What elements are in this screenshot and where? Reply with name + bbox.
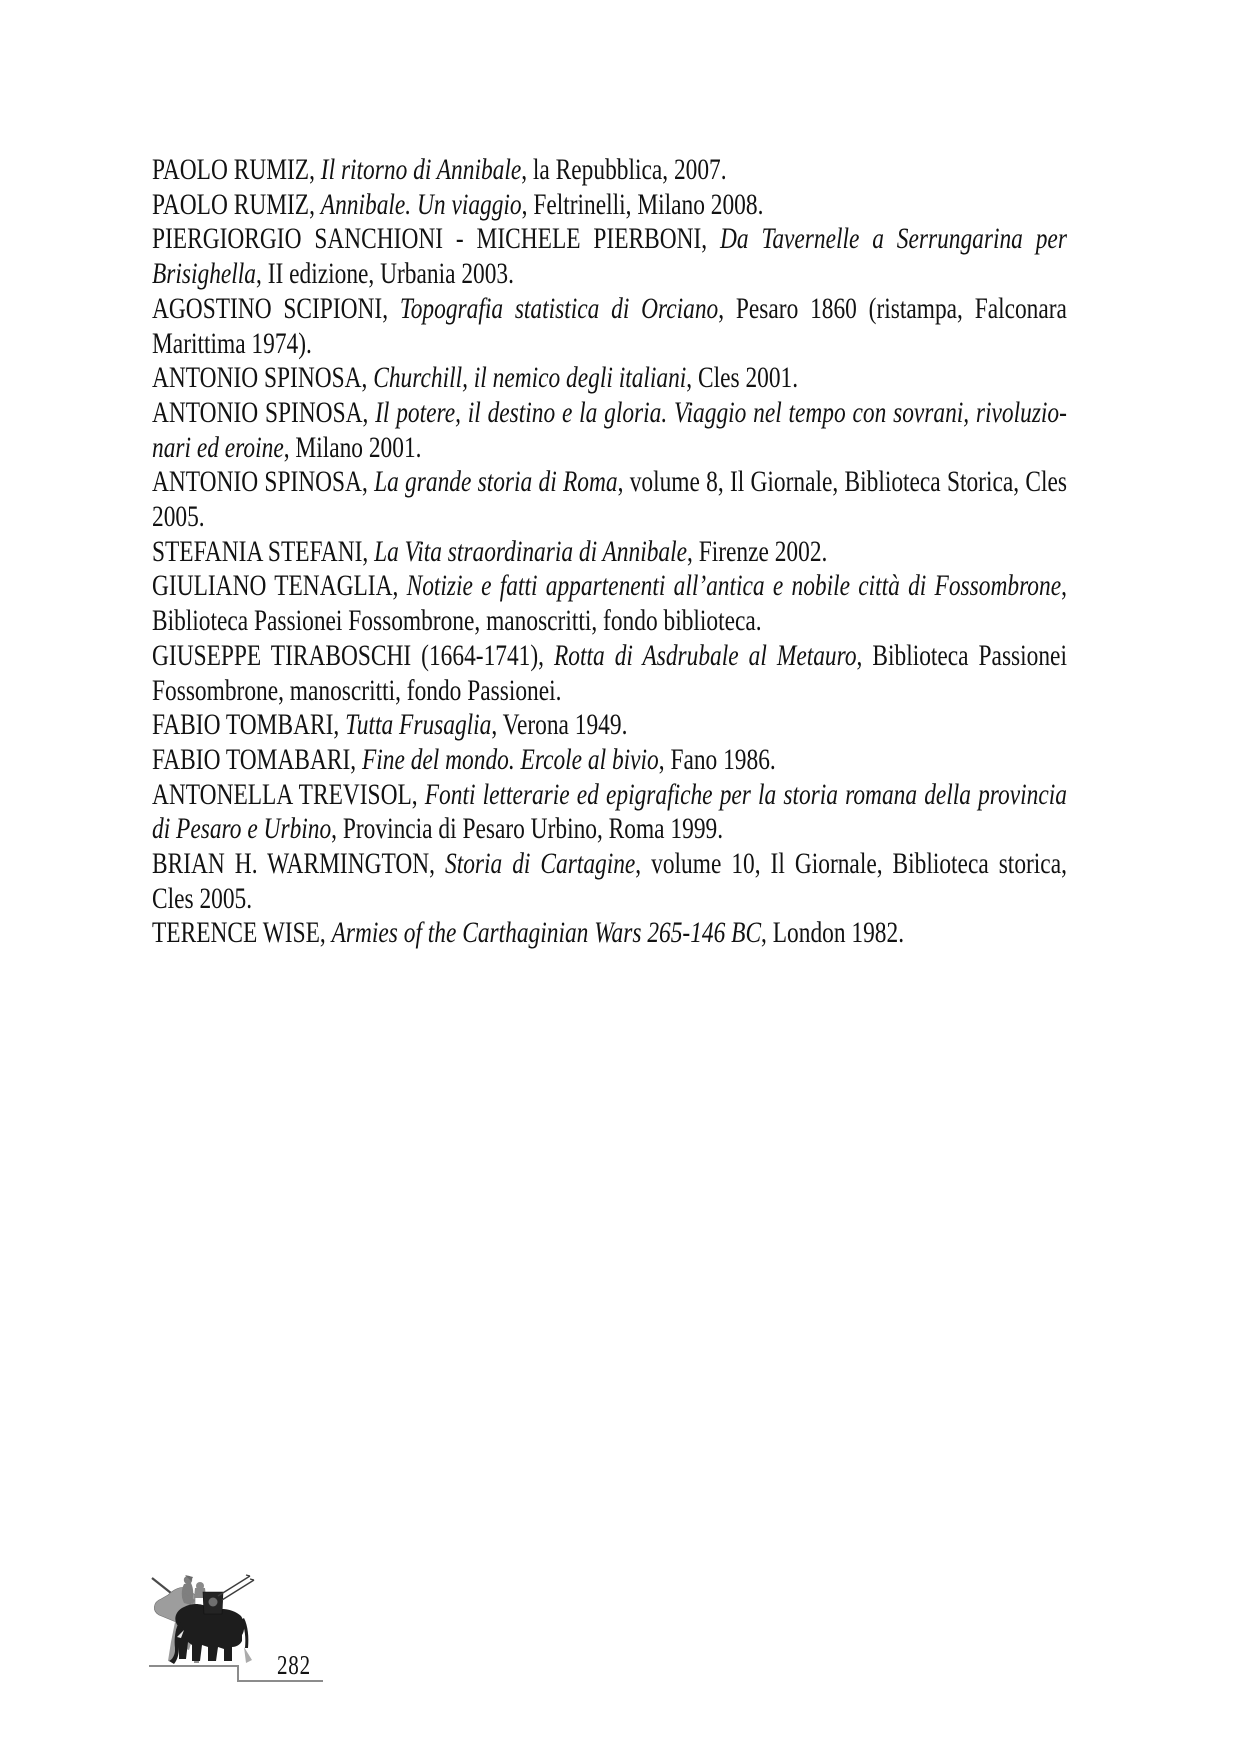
entry-text: GIULIANO TENAGLIA,	[152, 569, 407, 603]
bibliography-entry	[152, 153, 1067, 188]
entry-title: Topografia statistica di Orciano	[399, 291, 719, 325]
entry-text: , Provincia di Pesaro Urbino, Roma 1999.	[331, 812, 724, 846]
entry-text: , volume 10, Il Giornale, Biblioteca storica, Cles 2005.	[152, 847, 1067, 915]
bibliography-entry	[152, 847, 1067, 916]
entry-title: Churchill, il nemico degli italiani	[373, 361, 687, 395]
entry-text: , Verona 1949.	[491, 708, 628, 742]
entry-text: , Firenze 2002.	[687, 534, 828, 568]
bibliography-entry	[152, 188, 1067, 223]
entry-text: ANTONIO SPINOSA,	[152, 395, 376, 429]
bibliography-entry	[152, 535, 1067, 570]
entry-text: FABIO TOMABARI,	[152, 742, 362, 776]
entry-title: Il ritorno di Annibale	[320, 153, 522, 186]
entry-text: , Biblioteca Passionei Fossombrone, manoscritti, fondo Passionei.	[152, 638, 1067, 707]
bibliography-entry	[152, 743, 1067, 778]
entry-title: Fine del mondo. Ercole al bivio	[361, 742, 659, 776]
entry-title: La Vita straordinaria di Annibale	[374, 534, 688, 568]
war-elephant-graphic	[148, 1570, 262, 1667]
entry-text: TERENCE WISE,	[152, 916, 332, 950]
entry-title: Tutta Frusaglia	[345, 708, 492, 742]
entry-text: PIERGIORGIO SANCHIONI - MICHELE PIERBONI,	[152, 222, 720, 256]
entry-text: ANTONIO SPINOSA,	[152, 361, 374, 395]
entry-text: PAOLO RUMIZ,	[152, 187, 321, 221]
bibliography-entry	[152, 569, 1067, 638]
entry-title: La grande storia di Roma	[374, 465, 618, 499]
page-number: 282	[277, 1650, 311, 1680]
entry-text: , volume 8, Il Giornale, Biblioteca Storica, Cles 2005.	[152, 465, 1067, 534]
entry-text: FABIO TOMBARI,	[152, 708, 346, 742]
entry-text: , Fano 1986.	[658, 742, 776, 776]
entry-text: , London 1982.	[761, 916, 905, 950]
entry-title: Fonti letterarie ed epigrafiche per la storia romana della provincia di Pesaro e Urbino	[152, 777, 1067, 846]
bibliography-list	[152, 153, 1067, 951]
elephant-tail-tuft	[244, 1647, 252, 1663]
entry-text: , Pesaro 1860 (ristampa, Falconara Marittima 1974).	[152, 291, 1067, 360]
entry-title: Notizie e fatti appartenenti all’antica e nobile città di Fossombrone	[406, 569, 1062, 603]
entry-text: , la Repubblica, 2007.	[521, 153, 727, 186]
entry-text: , Cles 2001.	[686, 361, 799, 395]
footer-rule-upper	[149, 1665, 239, 1667]
entry-text: GIUSEPPE TIRABOSCHI (1664-1741),	[152, 638, 555, 672]
entry-text: , Feltrinelli, Milano 2008.	[521, 187, 764, 221]
entry-title: Armies of the Carthaginian Wars 265-146 BC	[331, 916, 762, 950]
entry-text: , II edizione, Urbania 2003.	[256, 257, 514, 291]
entry-text: BRIAN H. WARMINGTON,	[152, 847, 446, 881]
footer-rule-lower	[237, 1680, 323, 1682]
entry-text: , Biblioteca Passionei Fossombrone, manoscritti, fondo biblioteca.	[152, 569, 1067, 638]
bibliography-entry	[152, 465, 1067, 534]
bibliography-entry	[152, 396, 1067, 465]
entry-text: ANTONELLA TREVISOL,	[152, 777, 425, 811]
entry-text: , Milano 2001.	[283, 430, 422, 464]
entry-text: STEFANIA STEFANI,	[152, 534, 375, 568]
entry-text: AGOSTINO SCIPIONI,	[152, 291, 400, 325]
entry-text: PAOLO RUMIZ,	[152, 153, 321, 186]
bibliography-entry	[152, 708, 1067, 743]
javelin-tip	[246, 1575, 250, 1576]
entry-title: Rotta di Asdrubale al Metauro	[554, 638, 857, 672]
entry-title: Annibale. Un viaggio	[320, 187, 522, 221]
entry-title: Storia di Cartagine	[445, 847, 636, 881]
bibliography-entry	[152, 916, 1067, 951]
bibliography-entry	[152, 361, 1067, 396]
bibliography-entry	[152, 778, 1067, 847]
shield-icon	[209, 1598, 218, 1607]
entry-title: Da Tavernelle a Serrungarina per Brisighella	[152, 222, 1067, 291]
entry-title: Il potere, il destino e la gloria. Viaggio nel tempo con sovrani, rivoluzionari ed eroine	[152, 395, 1067, 464]
bibliography-entry	[152, 292, 1067, 361]
bibliography-entry	[152, 222, 1067, 291]
entry-text: ANTONIO SPINOSA,	[152, 465, 375, 499]
bibliography-entry	[152, 639, 1067, 708]
javelin-tip	[250, 1579, 254, 1580]
